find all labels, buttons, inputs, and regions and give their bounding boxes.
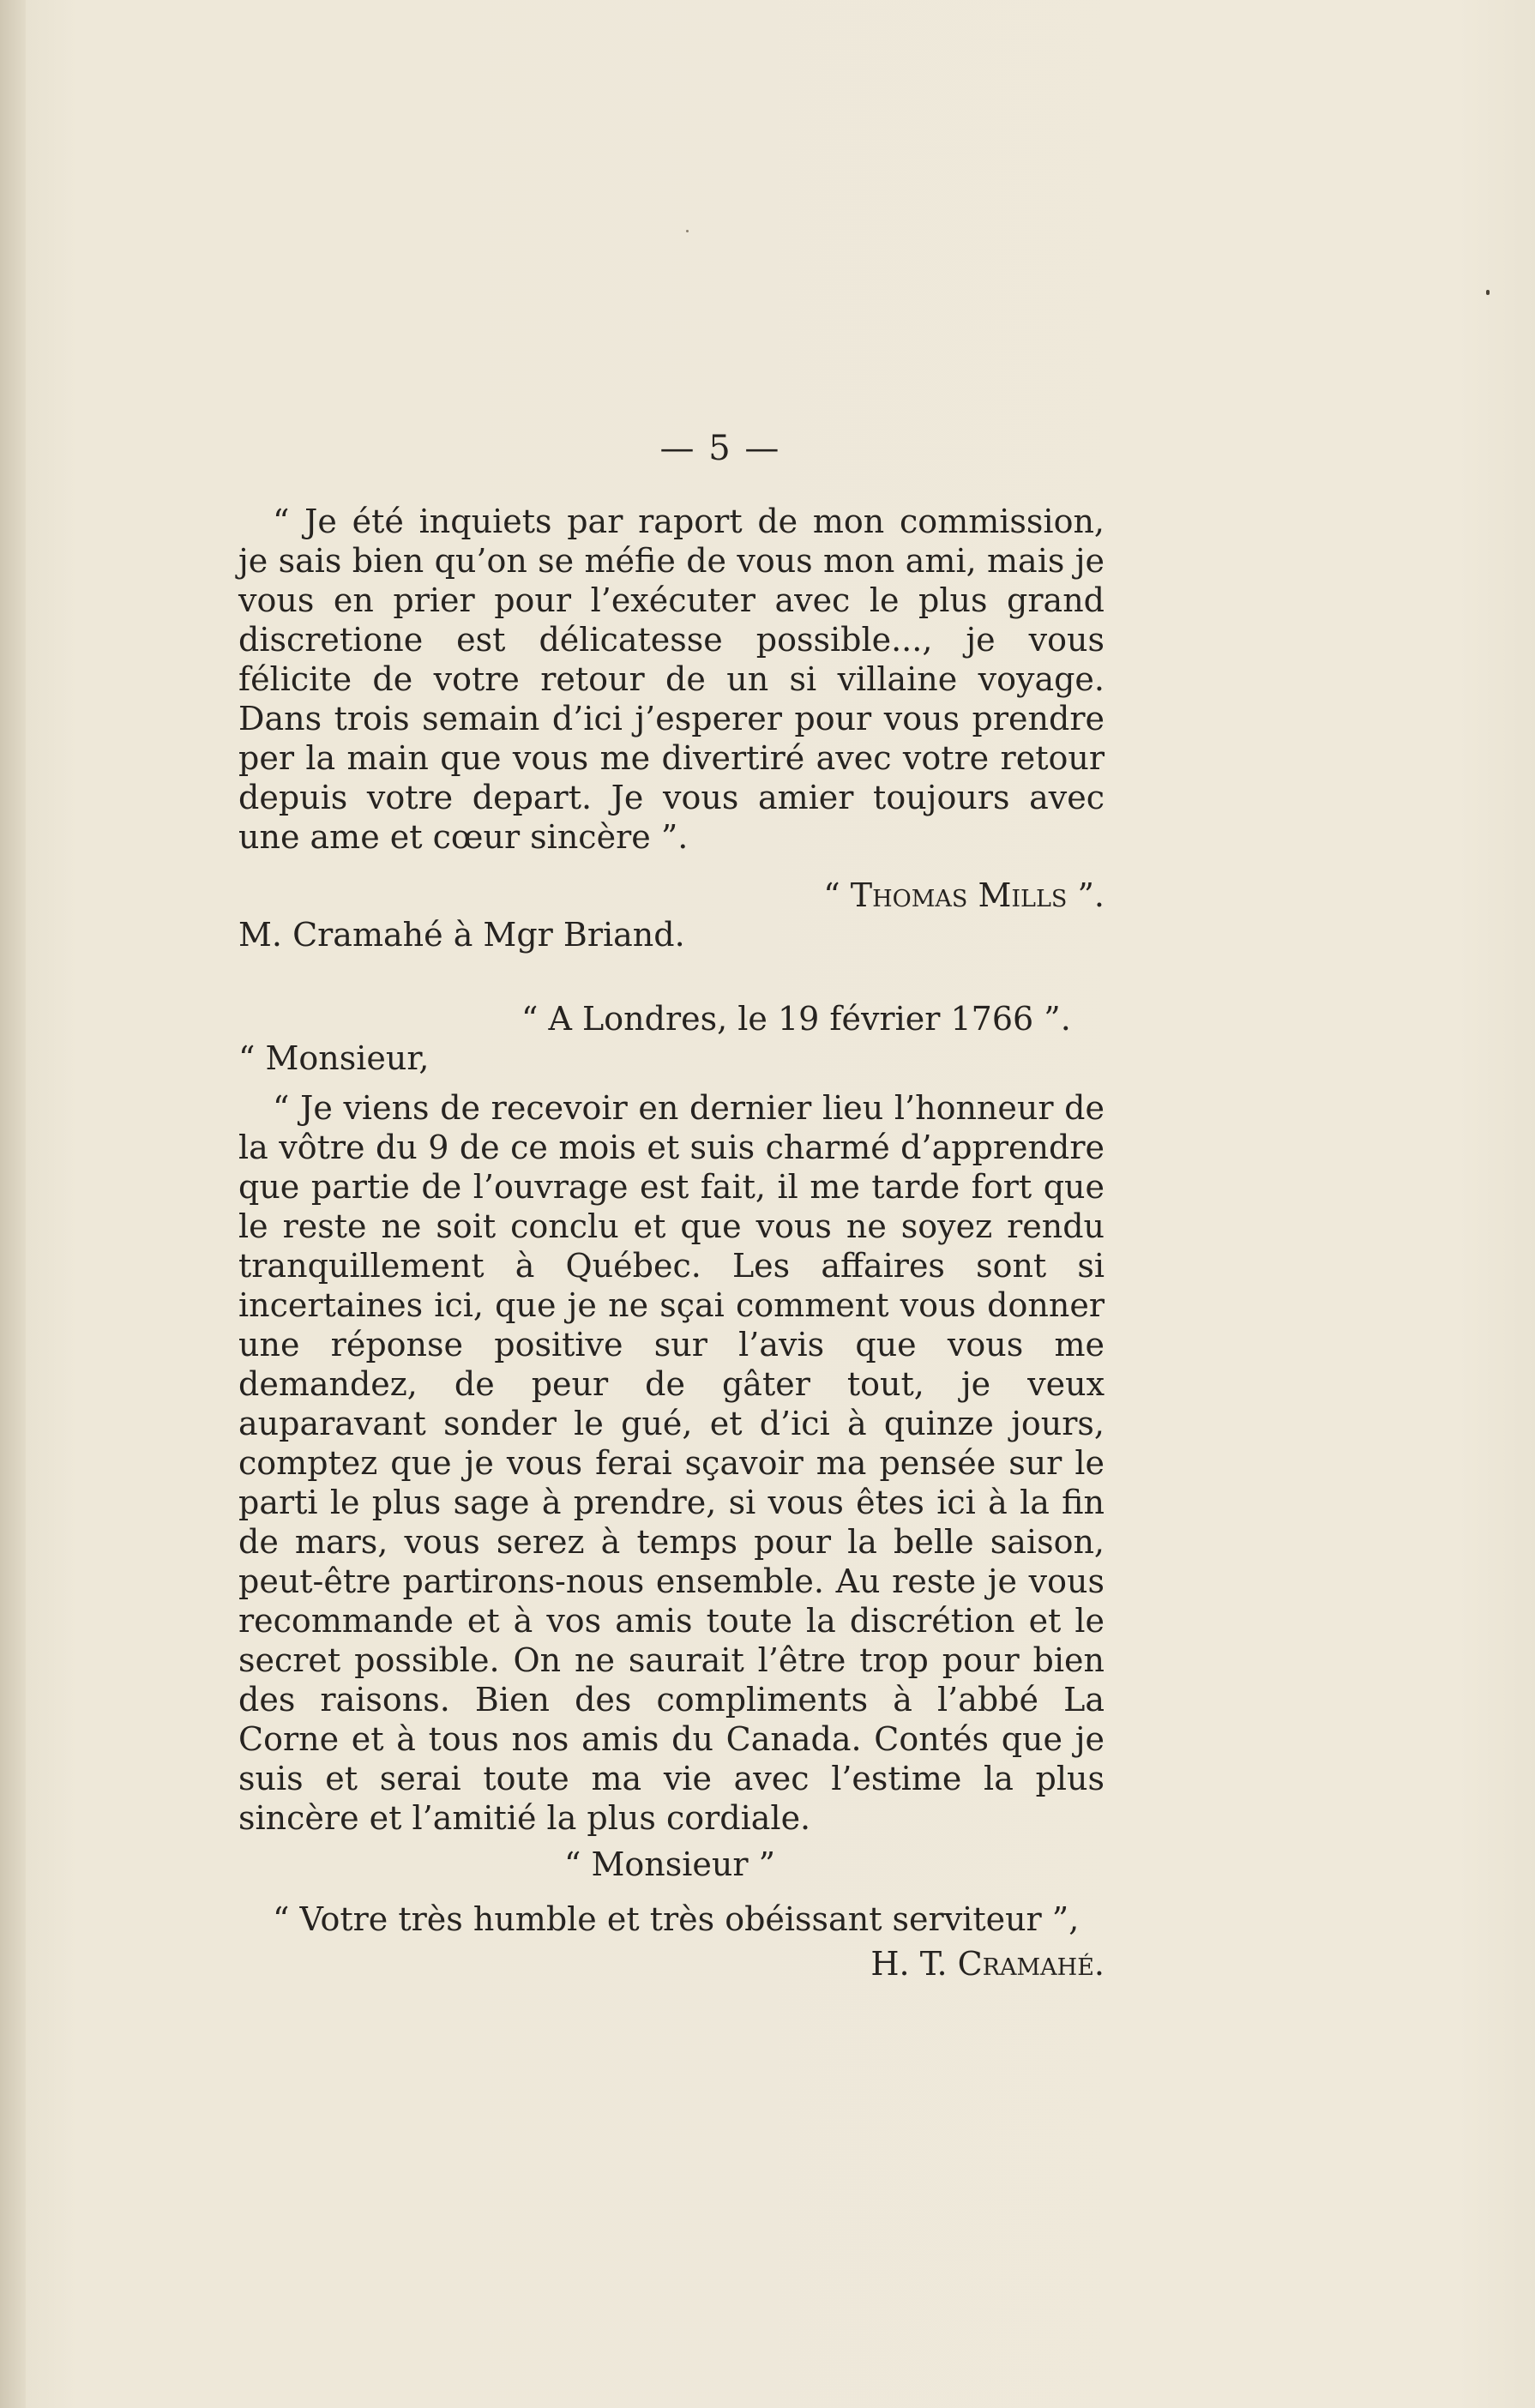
binding-gutter	[0, 0, 26, 2408]
letter2-heading: M. Cramahé à Mgr Briand.	[238, 916, 685, 954]
letter1-signature	[238, 876, 1105, 915]
letter2-dateline: “ A Londres, le 19 février 1766 ”.	[521, 1000, 1071, 1038]
letter-text	[238, 424, 1105, 1984]
letter2-closing: “ Votre très humble et très obéissant serviteur ”,	[273, 1900, 1080, 1938]
signature-mills: “ Thomas Mills ”.	[823, 876, 1105, 914]
letter2-signature	[238, 1944, 1105, 1984]
signature-cramahe: H. T. Cramahé.	[870, 1945, 1105, 1983]
ink-speck	[686, 230, 689, 232]
page-number: — 5 —	[659, 429, 781, 468]
ink-speck	[1486, 290, 1490, 295]
letter2-salutation: “ Monsieur,	[238, 1039, 430, 1077]
letter2-closing-salutation: “ Monsieur ”	[564, 1845, 776, 1883]
letter2-body: “ Je viens de recevoir en dernier lieu l’honneur de la vôtre du 9 de ce mois et suis charmé d’apprendre que partie de l’ouvrage est fait, il me tarde fort que le reste ne soit conclu et que vous ne soyez rendu tranquillement à Québec. Les affaires sont si incertaines ici, que je ne sçai comment vous donner une réponse positive sur l’avis que vous me demandez, de peur de gâter tout, je veux auparavant sonder le gué, et d’ici à quinze jours, comptez que je vous ferai sçavoir ma pensée sur le parti le plus sage à prendre, si vous êtes ici à la fin de mars, vous serez à temps pour la belle saison, peut-être partirons-nous ensemble. Au reste je vous recommande et à vos amis toute la discrétion et le secret possible. On ne saurait l’être trop pour bien des raisons. Bien des compliments à l’abbé La Corne et à tous nos amis du Canada. Contés que je suis et serai toute ma vie avec l’estime la plus sincère et l’amitié la plus cordiale.	[238, 1089, 1105, 1837]
letter1-body: “ Je été inquiets par raport de mon commission, je sais bien qu’on se méfie de vous mon ami, mais je vous en prier pour l’exécuter avec le plus grand discretione est délicatesse possible..., je vous félicite de votre retour de un si villaine voyage. Dans trois semain d’ici j’esperer pour vous prendre per la main que vous me divertiré avec votre retour depuis votre depart. Je vous amier toujours avec une ame et cœur sincère ”.	[238, 503, 1105, 856]
